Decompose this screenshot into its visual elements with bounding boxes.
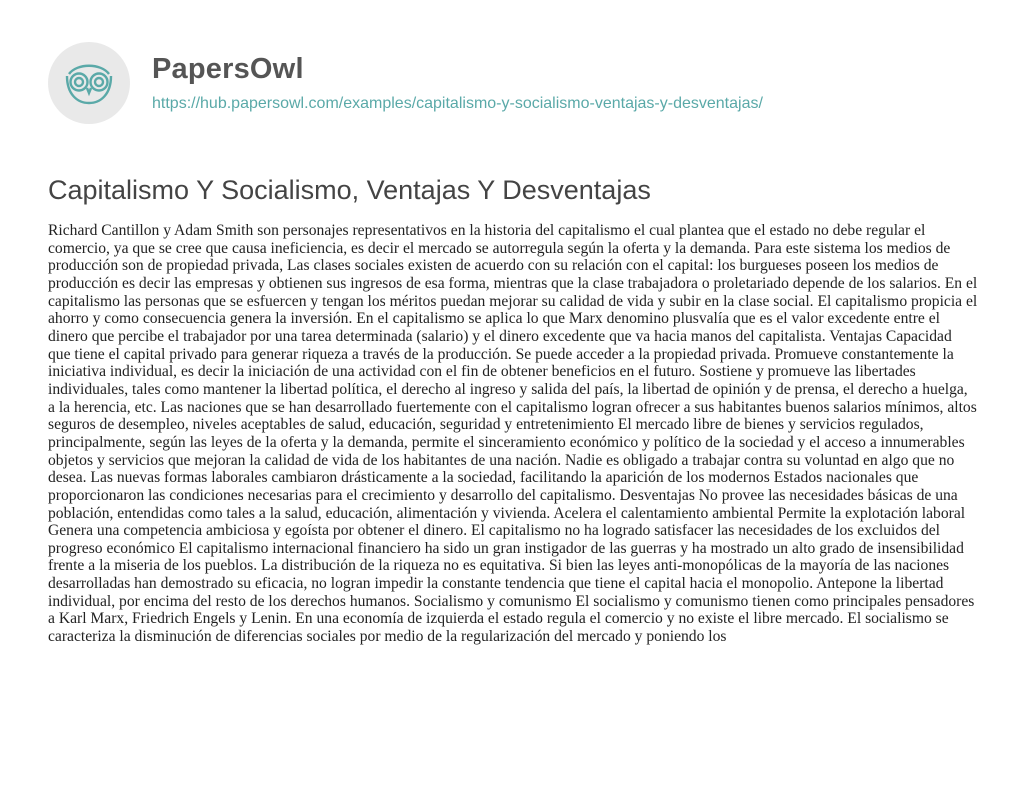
- brand-name[interactable]: PapersOwl: [152, 53, 304, 85]
- source-url-link[interactable]: https://hub.papersowl.com/examples/capitalismo-y-socialismo-ventajas-y-desventajas/: [152, 95, 763, 112]
- logo[interactable]: [48, 42, 130, 124]
- essay-body: Richard Cantillon y Adam Smith son personajes representativos en la historia del capitalismo el cual plantea que el estado no debe regular el comercio, ya que se cree que causa ineficiencia, es decir el mercado se autorregula según la oferta y la demanda. Para este sistema los medios de producción son de propiedad privada, Las clases sociales existen de acuerdo con su relación con el capital: los burgueses poseen los medios de producción es decir las empresas y obtienen sus ingresos de esa forma, mientras que la clase trabajadora o proletariado depende de los salarios. En el capitalismo las personas que se esfuercen y tengan los méritos puedan mejorar su calidad de vida y subir en la clase social. El capitalismo propicia el ahorro y como consecuencia genera la inversión. En el capitalismo se aplica lo que Marx denomino plusvalía que es el valor excedente entre el dinero que percibe el trabajador por una tarea determinada (salario) y el dinero excedente que va hacia manos del capitalista. Ventajas Capacidad que tiene el capital privado para generar riqueza a través de la producción. Se puede acceder a la propiedad privada. Promueve constantemente la iniciativa individual, es decir la iniciación de una actividad con el fin de obtener beneficios en el futuro. Sostiene y promueve las libertades individuales, tales como mantener la libertad política, el derecho al ingreso y salida del país, la libertad de opinión y de prensa, el derecho a huelga, a la herencia, etc. Las naciones que se han desarrollado fuertemente con el capitalismo logran ofrecer a sus habitantes buenos salarios mínimos, altos seguros de desempleo, niveles aceptables de salud, educación, seguridad y entretenimiento El mercado libre de bienes y servicios regulados, principalmente, según las leyes de la oferta y la demanda, permite el sinceramiento económico y político de la sociedad y el acceso a innumerables objetos y servicios que mejoran la calidad de vida de los habitantes de una nación. Nadie es obligado a trabajar contra su voluntad en algo que no desea. Las nuevas formas laborales cambiaron drásticamente a la sociedad, facilitando la aparición de los modernos Estados nacionales que proporcionaron las condiciones necesarias para el crecimiento y desarrollo del capitalismo. Desventajas No provee las necesidades básicas de una población, entendidas como tales a la salud, educación, alimentación y vivienda. Acelera el calentamiento ambiental Permite la explotación laboral Genera una competencia ambiciosa y egoísta por obtener el dinero. El capitalismo no ha logrado satisfacer las necesidades de los excluidos del progreso económico El capitalismo internacional financiero ha sido un gran instigador de las guerras y ha mostrado un alto grado de insensibilidad frente a la miseria de los pueblos. La distribución de la riqueza no es equitativa. Si bien las leyes anti-monopólicas de la mayoría de las naciones desarrolladas han demostrado su eficacia, no logran impedir la constante tendencia que tiene el capital hacia el monopolio. Antepone la libertad individual, por encima del resto de los derechos humanos. Socialismo y comunismo El socialismo y comunismo tienen como principales pensadores a Karl Marx, Friedrich Engels y Lenin. En una economía de izquierda el estado regula el comercio y no existe el libre mercado. El socialismo se caracteriza la disminución de diferencias sociales por medio de la regularización del mercado y poniendo los: [48, 222, 978, 646]
- site-header: [48, 42, 763, 124]
- owl-icon: [63, 60, 115, 106]
- essay-title: Capitalismo Y Socialismo, Ventajas Y Desventajas: [48, 175, 651, 205]
